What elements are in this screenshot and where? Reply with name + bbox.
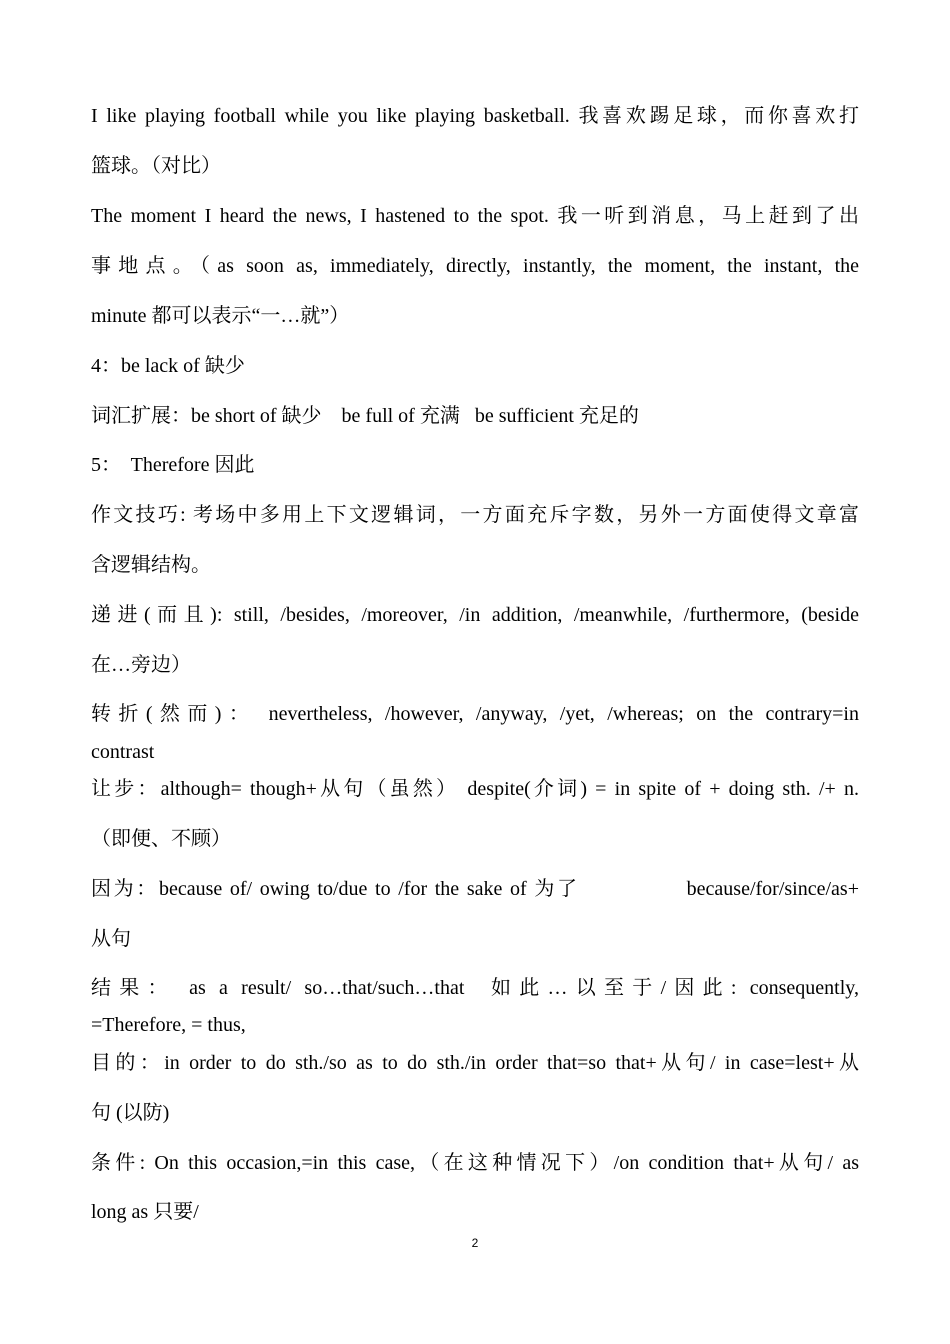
text-line: 转折(然而)： nevertheless, /however, /anyway, /yet, /whereas; on the contrary=in: [91, 703, 859, 725]
text-line: minute 都可以表示“一…就”）: [91, 305, 350, 327]
text-line: 让步：although= though+从句（虽然） despite(介词) = in spite of + doing sth. /+ n.: [91, 778, 859, 800]
text-line: 条件: On this occasion,=in this case,（在这种情况下）/on condition that+从句/ as: [91, 1152, 859, 1174]
text-line: 递进(而且): still, /besides, /moreover, /in addition, /meanwhile, /furthermore, (beside: [91, 604, 859, 626]
text-line: contrast: [91, 741, 155, 763]
text-line: long as 只要/: [91, 1201, 199, 1223]
text-line: 词汇扩展：be short of 缺少 be full of 充满 be sufficient 充足的: [91, 405, 639, 427]
text-line: The moment I heard the news, I hastened to the spot. 我一听到消息，马上赶到了出: [91, 205, 859, 227]
text-line: 5： Therefore 因此: [91, 454, 255, 476]
text-line: 目的：in order to do sth./so as to do sth./in order that=so that+从句/ in case=lest+从: [91, 1052, 859, 1074]
text-line: （即便、不顾）: [91, 828, 231, 850]
text-line: 结果： as a result/ so…that/such…that 如此…以至于/因此: consequently,: [91, 977, 859, 999]
text-line: 句 (以防): [91, 1102, 170, 1124]
text-line: 4：be lack of 缺少: [91, 355, 245, 377]
text-line: 在…旁边）: [91, 654, 191, 676]
text-line: 含逻辑结构。: [91, 554, 211, 576]
text-line: 因为：because of/ owing to/due to /for the sake of 为了 because/for/since/as+: [91, 878, 859, 900]
text-line: 事地点。（as soon as, immediately, directly, instantly, the moment, the instant, the: [91, 255, 859, 277]
text-line: =Therefore, = thus,: [91, 1014, 246, 1036]
text-line: 从句: [91, 928, 131, 950]
text-line: I like playing football while you like playing basketball. 我喜欢踢足球，而你喜欢打: [91, 105, 859, 127]
page-number: 2: [471, 1236, 479, 1250]
text-line: 篮球。（对比）: [91, 155, 221, 177]
text-line: 作文技巧: 考场中多用上下文逻辑词，一方面充斥字数，另外一方面使得文章富: [91, 504, 859, 526]
